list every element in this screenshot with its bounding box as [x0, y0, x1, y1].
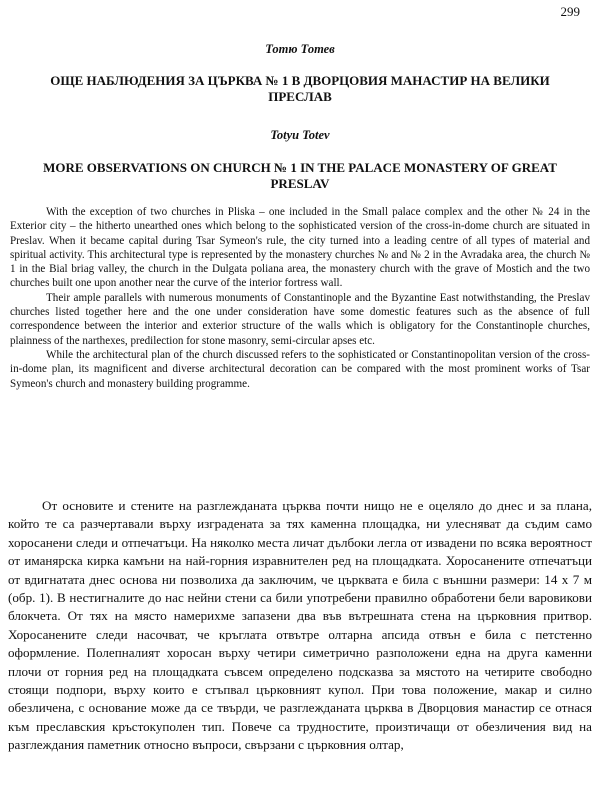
- abstract-paragraph-2: Their ample parallels with numerous monuments of Constantinople and the Byzantine East notwithstanding, the Preslav churches listed together here and the one under consideration have some domestic features such as the absence of full correspondence between the interior and exterior structure of the walls which is obligatory for the Constantinople churches, plainness of the narthexes, predilection for stone masonry, semi-circular apses etc.: [10, 291, 590, 347]
- author-english: Totyu Totev: [270, 128, 330, 142]
- body-paragraph-1: От основите и стените на разглежданата църква почти нищо не е оцеляло до днес и за плана, който те са разчертавали върху изградената за тях каменна площадка, ни улесняват да съдим само хоросанени следи и отпечатъци. На няколко места личат дълбоки легла от извадени по всяка вероятност от иманярска кирка камъни на най-горния изравнителен ред на площадката. Хоросанените отпечатъци от вдигнатата днес основа ни позволиха да заключим, че църквата е била с външни размери: 14 х 7 м (обр. 1). В нестигналите до нас нейни стени са били употребени правилно обработени бели варовикови блокчета. От тях на място намерихме запазени два във вътрешната стена на църковния притвор. Хоросанените следи насочват, че кръглата отвътре олтарна апсида отвън е била с петстенно оформление. Полепналият хоросан върху четири симетрично разположени една на друга каменни плочи от горния ред на площадката съвсем определено подсказва за мястото на четирите свободно стоящи подпори, върху които е стъпвал църковният купол. При това положение, макар и силно обезличена, с основание може да се твърди, че разглежданата църква в Дворцовия манастир се отнася към преславския кръстокуполен тип. Повече са трудностите, произтичащи от обезличения вид на разглеждания паметник относно въпроси, свързани с църковния олтар,: [8, 498, 592, 753]
- abstract-paragraph-1: With the exception of two churches in Pliska – one included in the Small palace complex and the other № 24 in the Exterior city – the hitherto unearthed ones which belong to the sophisticated version of the cross-in-dome church are situated in Preslav. When it became capital during Tsar Symeon's rule, the city turned into a leading centre of all types of material and spiritual activity. This architectural type is represented by the monastery churches № and № 2 in the Avradaka area, the church № 1 in the Bial briag valley, the church in the Dulgata poliana area, the monastery church with the grave of Mostich and the two churches built one upon another near the curve of the interior fortress wall.: [10, 206, 590, 290]
- abstract-paragraph-3: While the architectural plan of the church discussed refers to the sophisticated or Constantinopolitan version of the cross-in-dome plan, its magnificent and diverse architectural decoration can be compared with the most prominent works of Tsar Symeon's church and monastery building programme.: [10, 348, 590, 390]
- title-english: MORE OBSERVATIONS ON CHURCH № 1 IN THE PALACE MONASTERY OF GREAT PRESLAV: [43, 160, 557, 191]
- main-body-text: [8, 497, 592, 755]
- author-bulgarian: Тотю Тотев: [265, 42, 335, 56]
- title-bulgarian: ОЩЕ НАБЛЮДЕНИЯ ЗА ЦЪРКВА № 1 В ДВОРЦОВИЯ МАНАСТИР НА ВЕЛИКИ ПРЕСЛАВ: [50, 73, 550, 104]
- english-abstract: [10, 205, 590, 391]
- page-number: 299: [560, 4, 580, 19]
